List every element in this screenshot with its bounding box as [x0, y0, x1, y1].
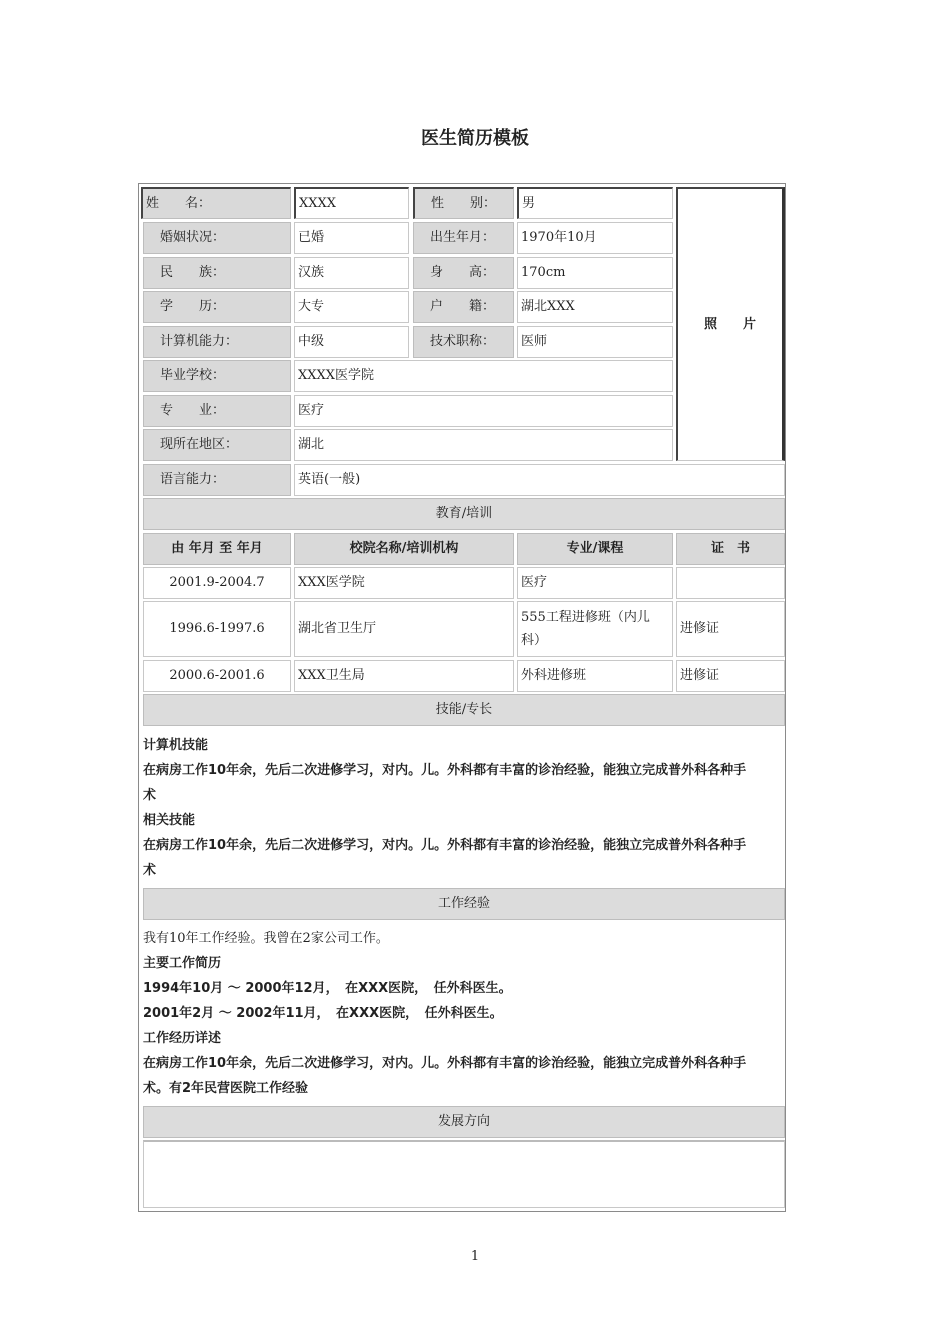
development-section-header: 发展方向 — [143, 1106, 785, 1138]
height-label: 身 高： — [413, 257, 514, 289]
work-line: 在病房工作10年余，先后二次进修学习，对内。儿。外科都有丰富的诊治经验，能独立完成普外科各种手 — [143, 1056, 747, 1071]
skills-line: 术 — [143, 788, 157, 803]
education-row-2-course — [517, 601, 673, 657]
education-level-label: 学 历： — [143, 291, 291, 323]
page-title: 医生简历模板 — [421, 128, 529, 149]
education-col-period: 由 年月 至 年月 — [143, 533, 291, 565]
work-content — [143, 926, 786, 1101]
education-row-2-course-line-2: 科） — [521, 633, 548, 648]
marital-value: 已婚 — [294, 222, 409, 254]
education-col-course: 专业/课程 — [517, 533, 673, 565]
hukou-label: 户 籍： — [413, 291, 514, 323]
skills-line: 相关技能 — [143, 813, 196, 828]
name-value: XXXX — [294, 187, 409, 219]
name-label: 姓 名： — [141, 187, 291, 219]
gender-label: 性 别： — [413, 187, 514, 219]
location-value: 湖北 — [294, 429, 673, 461]
major-label: 专 业： — [143, 395, 291, 427]
skills-content — [143, 733, 786, 883]
education-col-institution: 校院名称/培训机构 — [294, 533, 514, 565]
work-line: 术。有2年民营医院工作经验 — [143, 1081, 309, 1096]
computer-skill-value: 中级 — [294, 326, 409, 358]
work-line: 主要工作简历 — [143, 956, 222, 971]
page-number: 1 — [470, 1249, 480, 1264]
education-row-2-certificate: 进修证 — [676, 601, 785, 657]
skills-line: 术 — [143, 863, 157, 878]
work-intro: 我有10年工作经验。我曾在2家公司工作。 — [143, 931, 389, 946]
photo-placeholder: 照 片 — [676, 187, 785, 461]
education-section-header: 教育/培训 — [143, 498, 785, 530]
height-value: 170cm — [517, 257, 673, 289]
education-row-1-period: 2001.9-2004.7 — [143, 567, 291, 599]
skills-line: 在病房工作10年余，先后二次进修学习，对内。儿。外科都有丰富的诊治经验，能独立完成普外科各种手 — [143, 838, 747, 853]
education-row-2-institution: 湖北省卫生厅 — [294, 601, 514, 657]
education-row-3-certificate: 进修证 — [676, 660, 785, 692]
education-row-1-course: 医疗 — [517, 567, 673, 599]
education-row-1-certificate — [676, 567, 785, 599]
education-row-3-course: 外科进修班 — [517, 660, 673, 692]
language-label: 语言能力： — [143, 464, 291, 496]
education-col-certificate: 证 书 — [676, 533, 785, 565]
marital-label: 婚姻状况： — [143, 222, 291, 254]
education-row-1-institution: XXX医学院 — [294, 567, 514, 599]
gender-value: 男 — [517, 187, 673, 219]
major-value: 医疗 — [294, 395, 673, 427]
ethnic-value: 汉族 — [294, 257, 409, 289]
skills-line: 在病房工作10年余，先后二次进修学习，对内。儿。外科都有丰富的诊治经验，能独立完成普外科各种手 — [143, 763, 747, 778]
job-title-label: 技术职称： — [413, 326, 514, 358]
work-line: 工作经历详述 — [143, 1031, 222, 1046]
skills-section-header: 技能/专长 — [143, 694, 785, 726]
birth-value: 1970年10月 — [517, 222, 673, 254]
education-row-2-course-line-1: 555工程进修班（内儿 — [521, 610, 650, 625]
location-label: 现所在地区： — [143, 429, 291, 461]
education-row-3-institution: XXX卫生局 — [294, 660, 514, 692]
work-line: 1994年10月 ～ 2000年12月， 在XXX医院， 任外科医生。 — [143, 981, 512, 996]
education-level-value: 大专 — [294, 291, 409, 323]
education-row-3-period: 2000.6-2001.6 — [143, 660, 291, 692]
computer-skill-label: 计算机能力： — [143, 326, 291, 358]
school-value: XXXX医学院 — [294, 360, 673, 392]
development-content-box — [143, 1140, 785, 1208]
ethnic-label: 民 族： — [143, 257, 291, 289]
work-section-header: 工作经验 — [143, 888, 785, 920]
job-title-value: 医师 — [517, 326, 673, 358]
language-value: 英语(一般) — [294, 464, 785, 496]
hukou-value: 湖北XXX — [517, 291, 673, 323]
birth-label: 出生年月： — [413, 222, 514, 254]
work-line: 2001年2月 ～ 2002年11月， 在XXX医院， 任外科医生。 — [143, 1006, 503, 1021]
education-row-2-period: 1996.6-1997.6 — [143, 601, 291, 657]
skills-line: 计算机技能 — [143, 738, 209, 753]
school-label: 毕业学校： — [143, 360, 291, 392]
